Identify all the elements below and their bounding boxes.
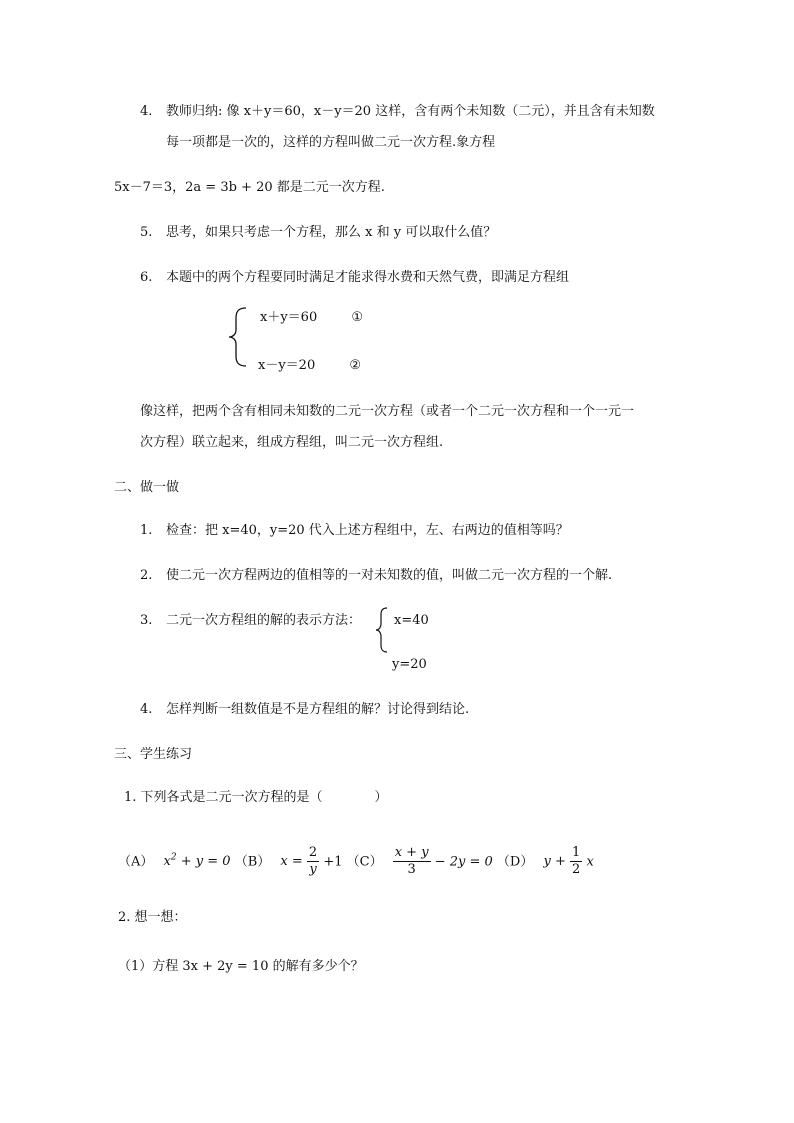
option-b-post: +1: [323, 854, 343, 870]
left-brace-icon: [373, 606, 389, 654]
paragraph-line: 思考，如果只考虑一个方程，那么 x 和 y 可以取什么值？: [166, 225, 497, 240]
paragraph-line: 二元一次方程组的解的表示方法：: [166, 613, 362, 628]
paragraph-line: 次方程）联立起来，组成方程组，叫二元一次方程组.: [140, 435, 444, 450]
paragraph-line: 5x－7＝3，2a = 3b + 20 都是二元一次方程.: [114, 180, 385, 195]
equation-2-text: x－y＝20: [258, 358, 316, 373]
question-1: 1. 下列各式是二元一次方程的是（ ）: [124, 790, 388, 805]
option-b-pre: x =: [280, 854, 307, 870]
circled-one-mark: ①: [351, 310, 364, 325]
section-heading: 二、做一做: [114, 480, 180, 495]
item-number: 1.: [140, 523, 153, 538]
question-2-sub: （1）方程 3x + 2y = 10 的解有多少个？: [118, 959, 364, 974]
option-b-label: （B）: [234, 854, 271, 870]
paragraph-line: 怎样判断一组数值是不是方程组的解？讨论得到结论.: [166, 702, 470, 717]
paragraph-line: 像这样，把两个含有相同未知数的二元一次方程（或者一个二元一次方程和一个一元一: [140, 404, 635, 419]
option-a-label: （A）: [118, 854, 154, 870]
item-number: 6.: [140, 270, 153, 285]
left-brace-icon: [226, 306, 248, 368]
question-2: 2. 想一想：: [118, 910, 187, 925]
paragraph-line: 教师归纳: 像 x＋y＝60，x－y＝20 这样，含有两个未知数（二元），并且含有未知数: [166, 104, 655, 119]
option-b-fraction: $\frac{2}{y}$: [308, 845, 318, 878]
option-c-label: （C）: [346, 854, 383, 870]
equation-2: [258, 357, 361, 375]
option-d-pre: y +: [543, 854, 566, 870]
option-d-label: （D）: [496, 854, 534, 870]
circled-two-mark: ②: [349, 358, 362, 373]
item-number: 4.: [140, 104, 153, 119]
item-number: 5.: [140, 225, 153, 240]
item-number: 4.: [140, 702, 153, 717]
equation-1-text: x＋y＝60: [260, 310, 318, 325]
options-row: [118, 838, 594, 878]
paragraph-line: 本题中的两个方程要同时满足才能求得水费和天然气费，即满足方程组: [166, 270, 570, 285]
option-d-fraction: $\frac{1}{2}$: [572, 845, 581, 878]
item-number: 3.: [140, 613, 153, 628]
paragraph-line: 检查：把 x=40，y=20 代入上述方程组中，左、右两边的值相等吗？: [166, 523, 569, 538]
option-a-expr: $x^2 + y = 0$: [163, 853, 231, 870]
solution-x: x=40: [394, 613, 429, 628]
option-c-post: − 2y = 0: [434, 854, 493, 870]
solution-y: y=20: [392, 657, 427, 672]
paragraph-line: 每一项都是一次的，这样的方程叫做二元一次方程.象方程: [166, 135, 496, 150]
paragraph-line: 使二元一次方程两边的值相等的一对未知数的值，叫做二元一次方程的一个解.: [166, 568, 613, 583]
option-c-fraction: $\frac{x + y}{3}$: [394, 845, 429, 878]
equation-1: [260, 309, 363, 327]
section-heading: 三、学生练习: [114, 747, 193, 762]
item-number: 2.: [140, 568, 153, 583]
option-d-post: x: [586, 854, 594, 870]
